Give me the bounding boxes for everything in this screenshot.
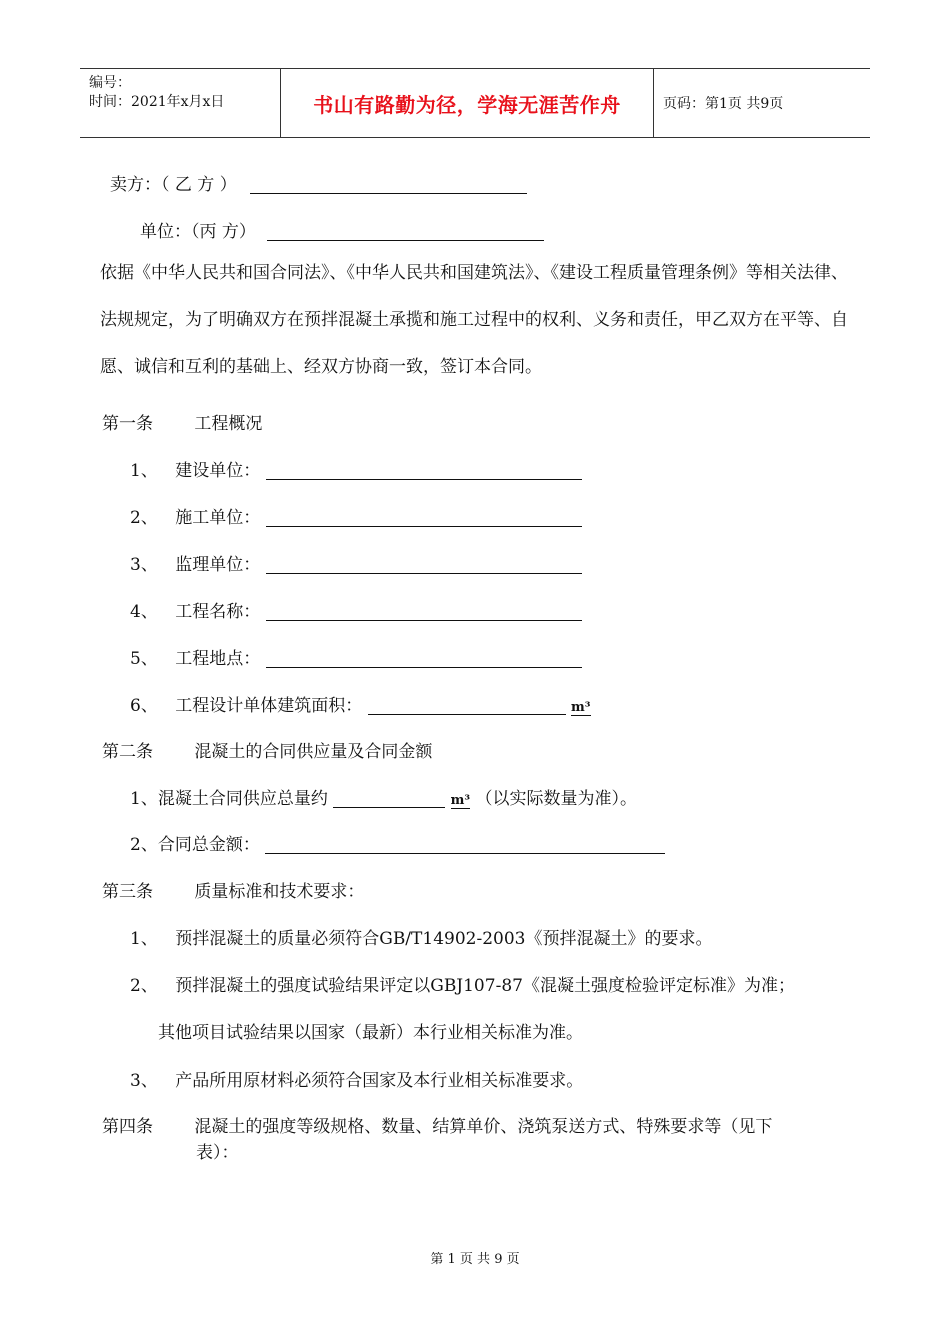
supply-unit: m³ [450,793,471,808]
supply-label: 1、混凝土合同供应总量约 [130,789,328,809]
item-num: 2、 [130,976,158,996]
article-2-item-2 [130,830,665,855]
article-3-item-3 [130,1066,583,1091]
article-1-item-4 [130,597,582,622]
seller-line [110,170,527,195]
article-3-heading [102,877,364,902]
article-2-item-1 [130,784,637,809]
item-num: 3、 [130,555,158,575]
article-4-title-cont: 表）： [196,1143,239,1163]
article-3-item-2 [130,971,795,996]
item-label: 监理单位： [175,555,261,575]
unit-blank[interactable] [267,222,544,241]
article-title: 工程概况 [194,414,263,434]
supply-note: （以实际数量为准）。 [475,789,637,809]
page-header [80,68,870,138]
item-text: 预拌混凝土的强度试验结果评定以GBJ107-87《混凝土强度检验评定标准》为准； [175,976,795,996]
item-label: 建设单位： [175,461,261,481]
contractor-unit-blank[interactable] [266,508,582,527]
article-num: 第二条 [102,742,153,762]
item-num: 4、 [130,602,158,622]
item-num: 3、 [130,1071,158,1091]
header-slogan-cell [281,69,654,137]
amount-label: 2、合同总金额： [130,835,260,855]
header-info-cell [80,69,281,137]
article-4-heading [102,1112,772,1137]
supervision-unit-blank[interactable] [266,555,582,574]
area-unit: m³ [571,700,591,715]
article-3-item-1 [130,924,712,949]
item-num: 6、 [130,696,158,716]
article-1-heading [102,409,262,434]
article-1-item-2 [130,503,582,528]
item-text: 预拌混凝土的质量必须符合GB/T14902-2003《预拌混凝土》的要求。 [175,929,713,949]
article-1-item-1 [130,456,582,481]
header-page-cell [654,69,870,137]
project-name-blank[interactable] [266,602,582,621]
article-2-heading [102,737,432,762]
date-label: 时间：2021年x月x日 [89,94,225,110]
article-1-item-5 [130,644,582,669]
article-title: 质量标准和技术要求： [194,882,365,902]
item-num: 1、 [130,929,158,949]
item-num: 1、 [130,461,158,481]
intro-paragraph: 依据《中华人民共和国合同法》、《中华人民共和国建筑法》、《建设工程质量管理条例》等相关法律、法规规定，为了明确双方在预拌混凝土承揽和施工过程中的权利、义务和责任，甲乙双方在平等、自愿、诚信和互利的基础上、经双方协商一致，签订本合同。 [100,263,848,377]
seller-blank[interactable] [250,175,527,194]
article-num: 第四条 [102,1117,153,1137]
item-label: 工程名称： [175,602,261,622]
article-3-item-2-cont: 其他项目试验结果以国家（最新）本行业相关标准为准。 [158,1023,583,1043]
item-num: 5、 [130,649,158,669]
project-location-blank[interactable] [266,649,582,668]
unit-line [140,217,544,242]
item-num: 2、 [130,508,158,528]
item-label: 工程地点： [175,649,261,669]
slogan: 书山有路勤为径，学海无涯苦作舟 [313,93,621,117]
page-footer: 第 1 页 共 9 页 [430,1252,520,1267]
header-page-number: 页码：第1页 共9页 [663,96,784,112]
item-label: 工程设计单体建筑面积： [175,696,363,716]
building-area-blank[interactable] [368,696,566,715]
seller-label: 卖方：（ 乙 方 ） [110,175,237,195]
article-num: 第一条 [102,414,153,434]
item-label: 施工单位： [175,508,261,528]
article-num: 第三条 [102,882,153,902]
item-text: 产品所用原材料必须符合国家及本行业相关标准要求。 [175,1071,584,1091]
article-1-item-6 [130,691,591,716]
article-title: 混凝土的强度等级规格、数量、结算单价、浇筑泵送方式、特殊要求等（见下 [194,1117,773,1137]
serial-label: 编号： [89,75,131,91]
supply-quantity-blank[interactable] [333,789,445,808]
contract-amount-blank[interactable] [265,835,665,854]
article-title: 混凝土的合同供应量及合同金额 [194,742,433,762]
unit-label: 单位：（丙 方） [140,222,256,242]
construction-unit-blank[interactable] [266,461,582,480]
article-1-item-3 [130,550,582,575]
